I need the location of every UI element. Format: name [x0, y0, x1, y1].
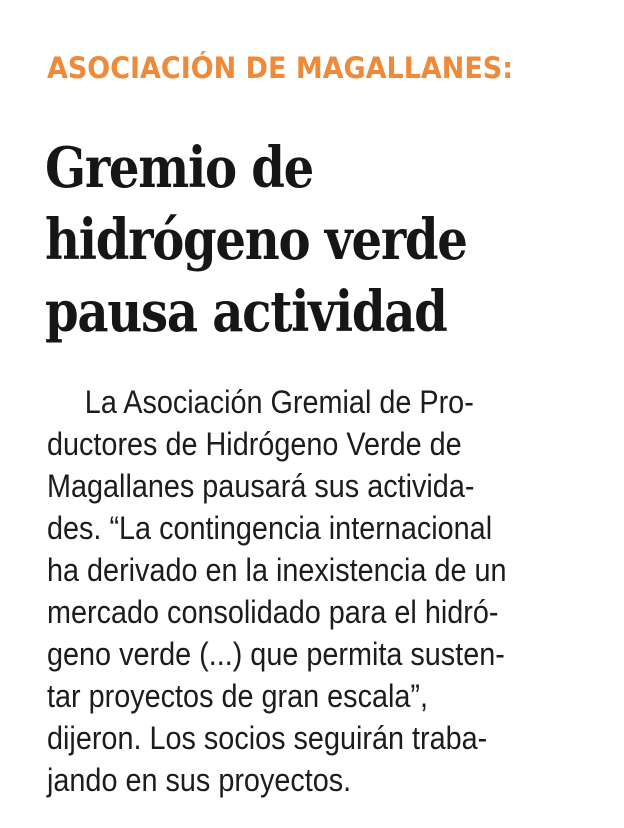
article-kicker: ASOCIACIÓN DE MAGALLANES:	[47, 51, 514, 85]
article-headline	[45, 132, 467, 348]
body-line-10: jando en sus proyectos.	[47, 762, 352, 798]
body-line-2: ductores de Hidrógeno Verde de	[47, 426, 462, 462]
body-line-9: dijeron. Los socios seguirán traba-	[47, 720, 488, 756]
body-line-4: des. “La contingencia internacional	[47, 510, 493, 546]
body-line-7: geno verde (...) que permita susten-	[47, 636, 505, 672]
headline-line-1: Gremio de	[45, 135, 313, 201]
body-line-6: mercado consolidado para el hidró-	[47, 594, 499, 630]
body-line-5: ha derivado en la inexistencia de un	[47, 552, 507, 588]
body-line-3: Magallanes pausará sus activida-	[47, 468, 475, 504]
headline-line-2: hidrógeno verde	[45, 207, 467, 273]
body-line-1: La Asociación Gremial de Pro-	[84, 384, 474, 420]
body-line-8: tar proyectos de gran escala”,	[47, 678, 428, 714]
article-body	[47, 381, 507, 801]
headline-line-3: pausa actividad	[45, 279, 447, 345]
